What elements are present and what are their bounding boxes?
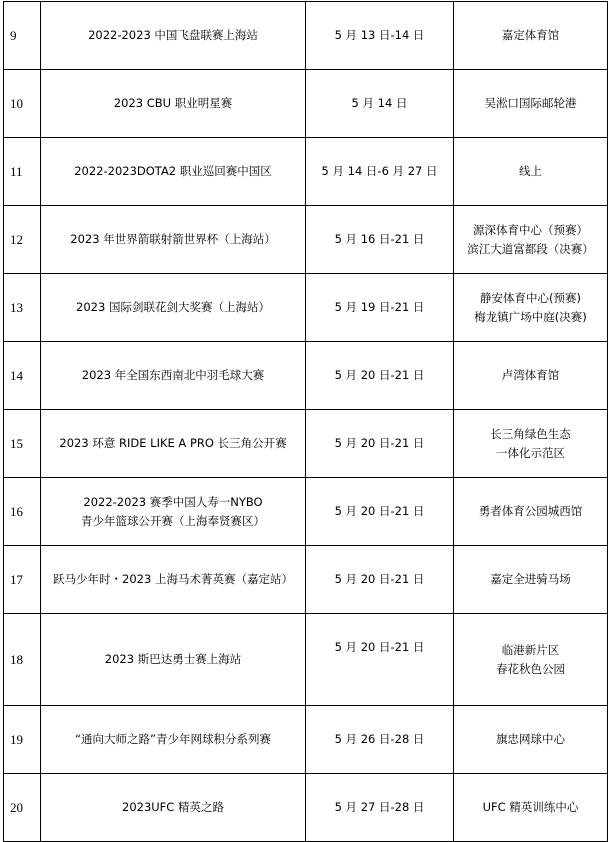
event-venue <box>454 342 608 410</box>
event-name-line: 2023 CBU 职业明星赛 <box>113 96 233 110</box>
event-venue-line: UFC 精英训练中心 <box>482 800 579 814</box>
table-row <box>4 70 608 138</box>
event-name-line: 2023UFC 精英之路 <box>122 800 224 814</box>
event-name <box>41 410 306 478</box>
row-number: 14 <box>4 342 41 410</box>
event-venue-line: 嘉定全进骑马场 <box>490 572 571 586</box>
event-name-line: “通向大师之路”青少年网球积分系列赛 <box>75 732 271 746</box>
event-date: 5 月 14 日-6 月 27 日 <box>306 138 454 206</box>
table-row <box>4 410 608 478</box>
event-venue <box>454 410 608 478</box>
event-name-line: 2023 斯巴达勇士赛上海站 <box>104 652 242 666</box>
row-number: 20 <box>4 774 41 842</box>
event-name-line: 2022-2023 赛季中国人寿一NYBO <box>83 494 263 509</box>
event-venue-line: 嘉定体育馆 <box>501 28 560 42</box>
table-row <box>4 206 608 274</box>
event-name <box>41 274 306 342</box>
event-venue <box>454 2 608 70</box>
event-venue-line: 旗忠网球中心 <box>496 732 565 746</box>
event-name <box>41 614 306 706</box>
event-venue <box>454 774 608 842</box>
event-venue-line: 春花秋色公园 <box>496 661 565 676</box>
event-date: 5 月 19 日-21 日 <box>306 274 454 342</box>
event-name <box>41 706 306 774</box>
event-date: 5 月 14 日 <box>306 70 454 138</box>
table-row <box>4 274 608 342</box>
row-number: 15 <box>4 410 41 478</box>
event-name <box>41 478 306 546</box>
event-name-line: 青少年篮球公开赛（上海奉贤赛区） <box>81 513 265 528</box>
table-row <box>4 546 608 614</box>
event-name <box>41 342 306 410</box>
event-name-line: 2022-2023 中国飞盘联赛上海站 <box>88 28 258 42</box>
event-venue-line: 一体化示范区 <box>496 445 565 460</box>
event-name <box>41 138 306 206</box>
event-venue-line: 滨江大道富都段（决赛） <box>467 241 594 256</box>
events-table-body <box>4 2 608 842</box>
event-venue <box>454 614 608 706</box>
table-row <box>4 774 608 842</box>
table-row <box>4 138 608 206</box>
table-row <box>4 706 608 774</box>
event-venue-line: 源深体育中心（预赛） <box>473 222 588 237</box>
event-venue-line: 勇者体育公园城西馆 <box>478 504 583 518</box>
event-name <box>41 206 306 274</box>
event-name-line: 2023 环意 RIDE LIKE A PRO 长三角公开赛 <box>59 436 287 450</box>
table-row <box>4 342 608 410</box>
event-venue <box>454 274 608 342</box>
event-venue-line: 临港新片区 <box>501 642 560 657</box>
row-number: 11 <box>4 138 41 206</box>
event-name <box>41 2 306 70</box>
table-row <box>4 2 608 70</box>
row-number: 13 <box>4 274 41 342</box>
event-date: 5 月 20 日-21 日 <box>306 614 454 706</box>
event-name-line: 2023 年全国东西南北中羽毛球大赛 <box>81 368 265 382</box>
event-date: 5 月 27 日-28 日 <box>306 774 454 842</box>
event-name-line: 2022-2023DOTA2 职业巡回赛中国区 <box>74 164 272 178</box>
event-venue <box>454 138 608 206</box>
event-name <box>41 70 306 138</box>
event-venue <box>454 706 608 774</box>
events-table <box>3 1 608 842</box>
event-venue <box>454 546 608 614</box>
event-date: 5 月 20 日-21 日 <box>306 410 454 478</box>
event-date: 5 月 20 日-21 日 <box>306 342 454 410</box>
event-venue-line: 卢湾体育馆 <box>501 368 560 382</box>
event-name-line: 2023 年世界箭联射箭世界杯（上海站） <box>70 232 276 246</box>
event-name-line: 跃马少年时・2023 上海马术菁英赛（嘉定站） <box>53 572 293 586</box>
table-row <box>4 478 608 546</box>
event-date: 5 月 16 日-21 日 <box>306 206 454 274</box>
row-number: 17 <box>4 546 41 614</box>
event-date: 5 月 20 日-21 日 <box>306 478 454 546</box>
event-venue-line: 静安体育中心(预赛) <box>480 290 581 305</box>
event-date: 5 月 20 日-21 日 <box>306 546 454 614</box>
row-number: 12 <box>4 206 41 274</box>
row-number: 10 <box>4 70 41 138</box>
event-name <box>41 774 306 842</box>
event-date: 5 月 13 日-14 日 <box>306 2 454 70</box>
event-venue-line: 线上 <box>519 164 542 178</box>
row-number: 18 <box>4 614 41 706</box>
table-row <box>4 614 608 706</box>
event-venue <box>454 478 608 546</box>
event-venue-line: 长三角绿色生态 <box>490 426 571 441</box>
event-name-line: 2023 国际剑联花剑大奖赛（上海站） <box>76 300 270 314</box>
event-venue <box>454 70 608 138</box>
event-venue <box>454 206 608 274</box>
event-date: 5 月 26 日-28 日 <box>306 706 454 774</box>
row-number: 9 <box>4 2 41 70</box>
event-venue-line: 梅龙镇广场中庭(决赛) <box>474 309 587 324</box>
row-number: 19 <box>4 706 41 774</box>
event-venue-line: 吴淞口国际邮轮港 <box>484 96 577 110</box>
event-name <box>41 546 306 614</box>
row-number: 16 <box>4 478 41 546</box>
